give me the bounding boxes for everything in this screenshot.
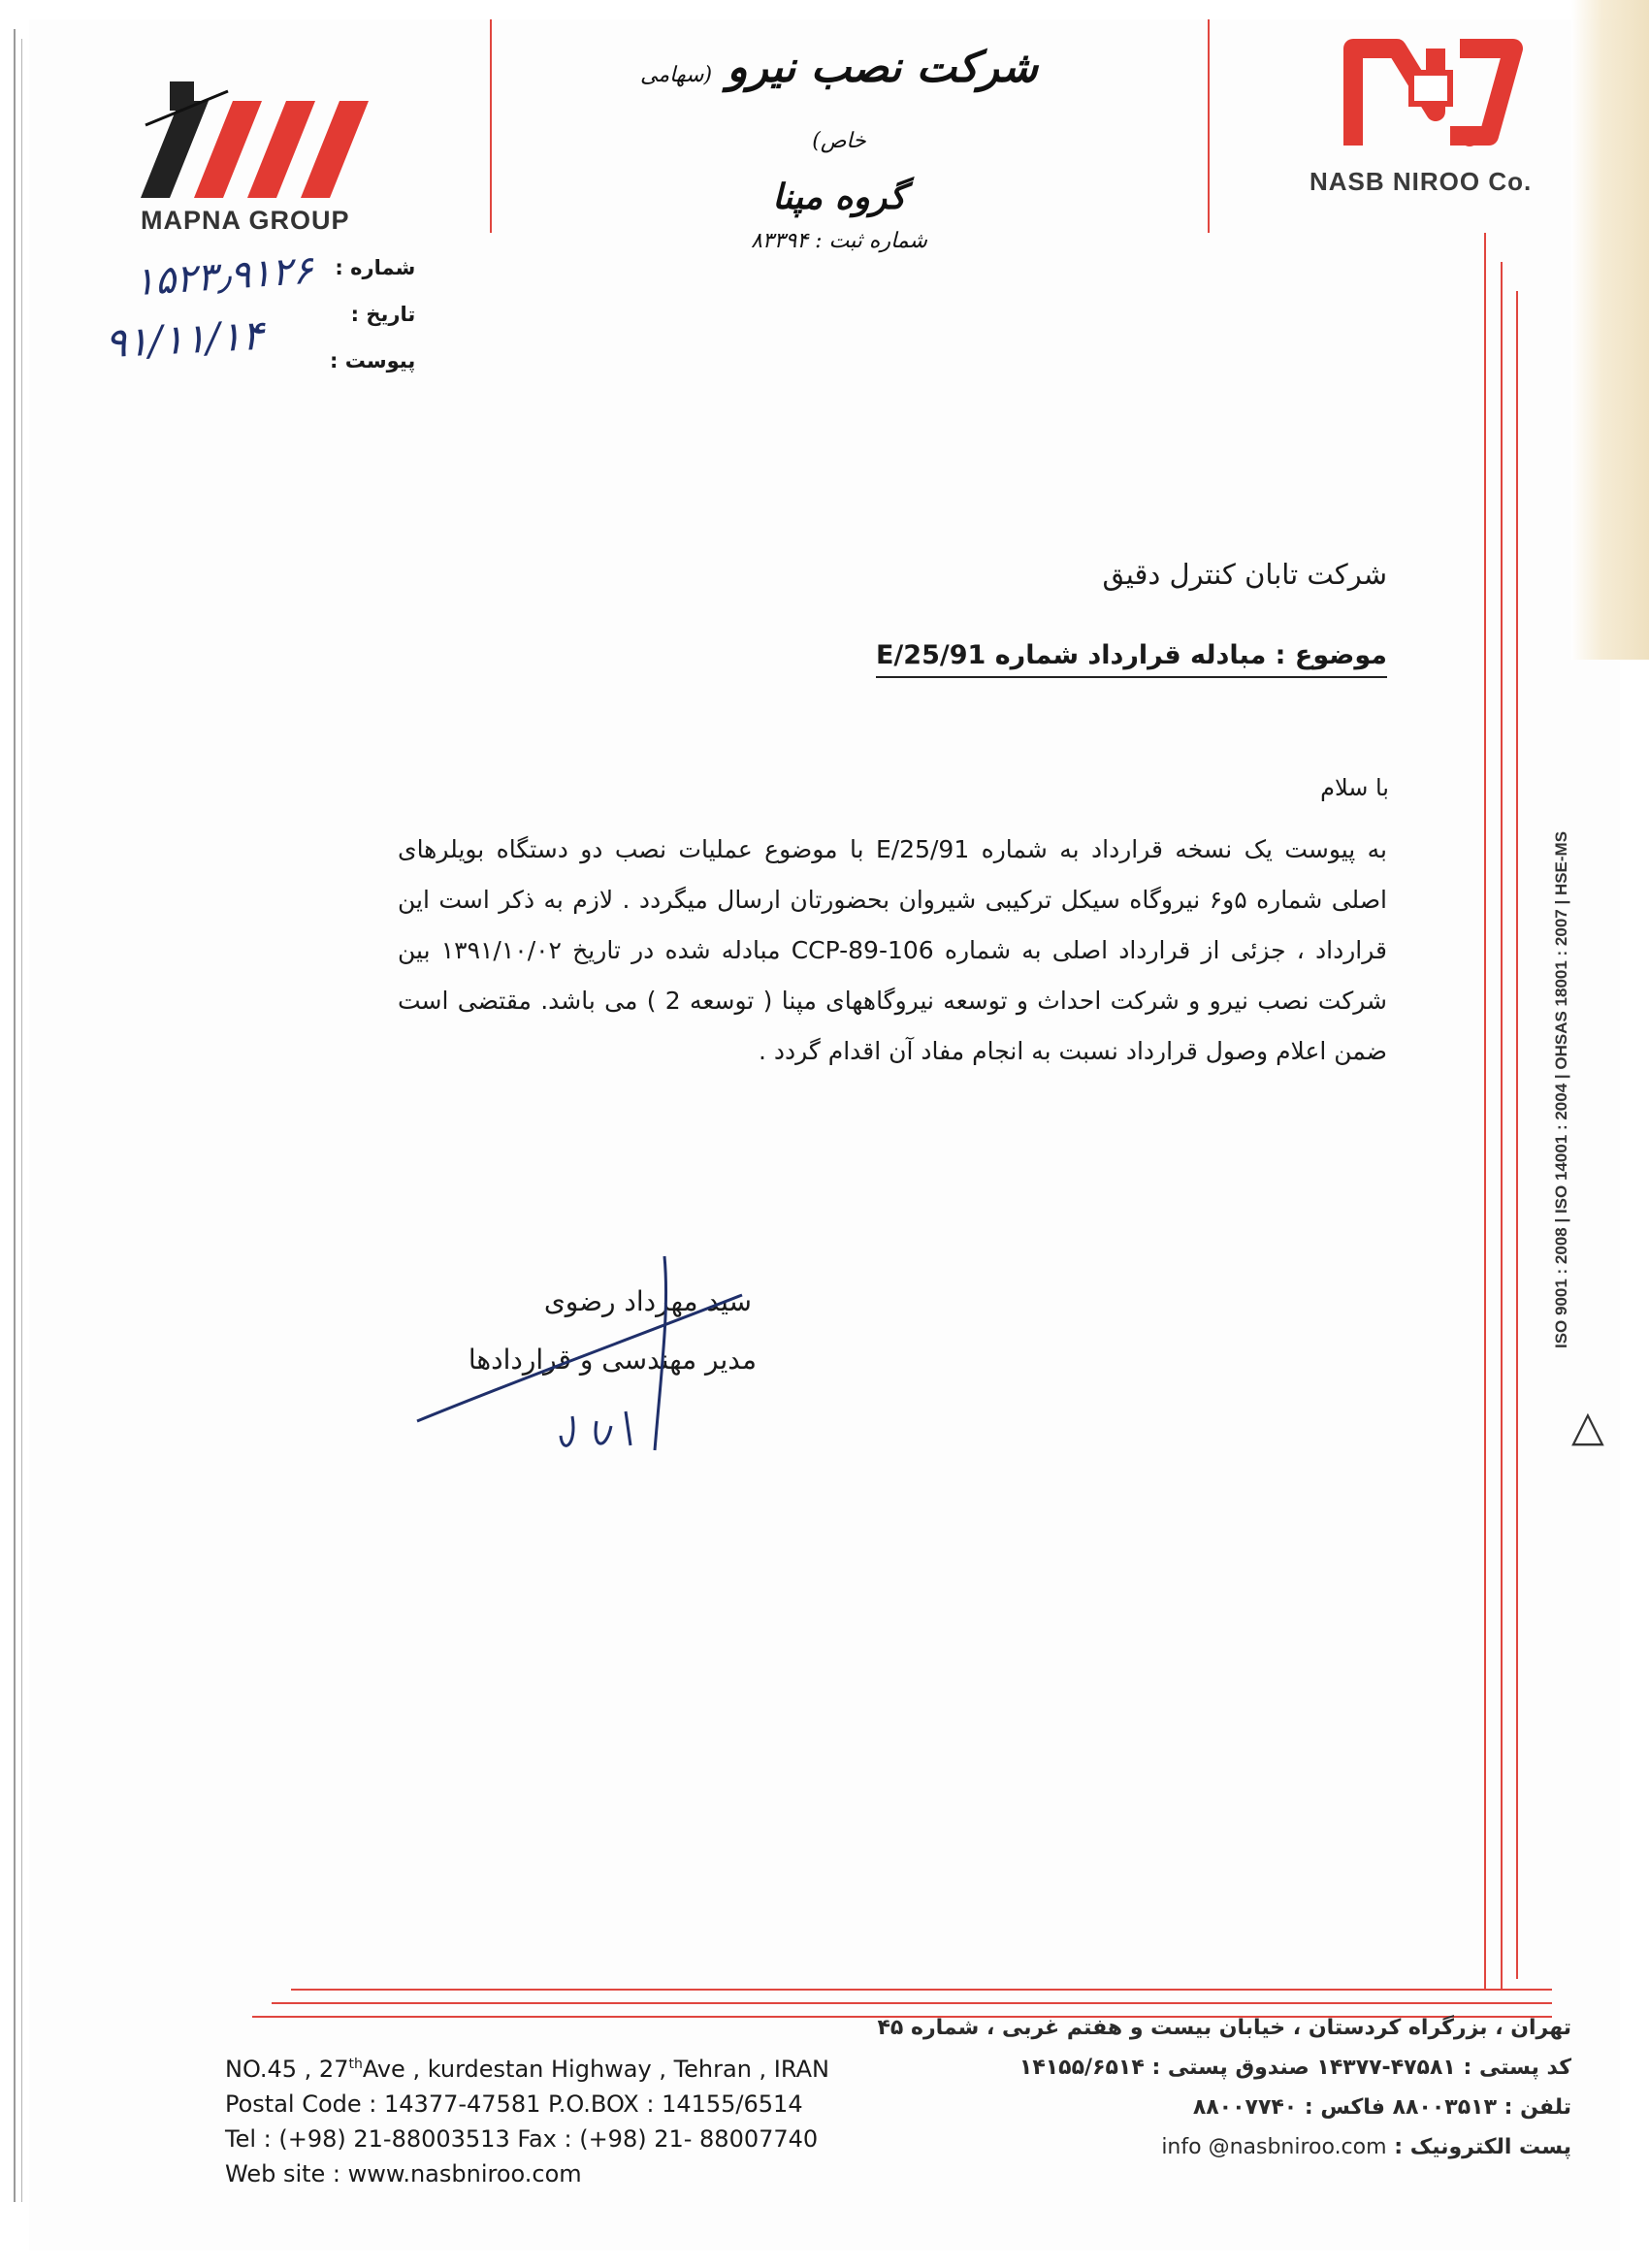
number-label: شماره : <box>335 256 416 279</box>
letter-meta <box>330 244 415 384</box>
attachment-label: پیوست : <box>330 349 416 373</box>
company-type: (سهامی خاص) <box>640 63 866 153</box>
company-name: شرکت نصب نیرو <box>727 43 1038 92</box>
red-rule-bottom-1 <box>291 1989 1552 1991</box>
footer-email: info @nasbniroo.com <box>1161 2135 1387 2159</box>
greeting: با سلام <box>1320 774 1389 801</box>
company-group: گروه مپنا <box>772 177 906 217</box>
red-rule-bottom-2 <box>272 2002 1552 2004</box>
footer-persian <box>877 2008 1571 2167</box>
red-rule-right-2 <box>1501 262 1503 1989</box>
date-label: تاریخ : <box>350 303 416 326</box>
triangle-mark-icon: △ <box>1571 1402 1604 1451</box>
signer-name: سید مهرداد رضوی <box>543 1285 752 1317</box>
recipient: شرکت تابان کنترل دقیق <box>1102 558 1387 591</box>
mapna-logo-text: MAPNA GROUP <box>141 206 350 235</box>
certifications: ISO 9001 : 2008 | ISO 14001 : 2004 | OHSAS 18001 : 2007 | HSE-MS <box>1552 830 1570 1348</box>
subject-line: موضوع : مبادله قرارداد شماره 91/E/25 <box>876 640 1387 678</box>
red-rule-top-right <box>1208 19 1210 233</box>
footer-postal: Postal Code : 14377-47581 P.O.BOX : 14155/6514 <box>225 2090 803 2118</box>
nasb-logo-text: NASB NIROO Co. <box>1310 167 1533 196</box>
footer-fa-phone: تلفن : ۸۸۰۰۳۵۱۳ فاکس : ۸۸۰۰۷۷۴۰ <box>1192 2095 1571 2120</box>
footer-website: Web site : www.nasbniroo.com <box>225 2160 582 2187</box>
paper-stack-edge-inner <box>21 39 26 2202</box>
signer-title: مدیر مهندسی و قراردادها <box>468 1344 757 1376</box>
nasb-logo <box>1343 29 1528 155</box>
footer-fa-address: تهران ، بزرگراه کردستان ، خیابان بیست و هفتم غربی ، شماره ۴۵ <box>877 2016 1571 2040</box>
footer-address: NO.45 , 27thAve , kurdestan Highway , Tehran , IRAN <box>225 2056 829 2083</box>
handwritten-number: ۱۵۲۳٫۹۱۲۶ <box>132 247 315 306</box>
registration-number: شماره ثبت : ۸۳۳۹۴ <box>751 229 927 253</box>
footer-phone: Tel : (+98) 21-88003513 Fax : (+98) 21- 88007740 <box>225 2125 819 2153</box>
red-rule-right-3 <box>1516 291 1518 1979</box>
red-rule-right-1 <box>1484 233 1486 1989</box>
company-header <box>621 39 1057 260</box>
letter-page <box>29 19 1620 2251</box>
torn-paper-edge <box>1571 0 1649 660</box>
handwritten-signature <box>407 1251 795 1465</box>
company-name-line <box>621 39 1057 171</box>
handwritten-date: ۹۱/۱۱/۱۴ <box>103 310 265 368</box>
letter-body: به پیوست یک نسخه قرارداد به شماره 91/E/25 با موضوع عملیات نصب دو دستگاه بویلرهای اصلی شماره ۵و۶ نیروگاه سیکل ترکیبی شیروان بحضورتان ارسال میگردد . لازم به ذکر است این قرارداد ، جزئی از قرارداد اصلی به شماره CCP-89-106 مبادله شده در تاریخ ۱۳۹۱/۱۰/۰۲ بین شرکت نصب نیرو و شرکت احداث و توسعه نیروگاههای مپنا ( توسعه 2 ) می باشد. مقتضی است ضمن اعلام وصول قرارداد نسبت به انجام مفاد آن اقدام گردد . <box>398 835 1388 1065</box>
footer-fa-email-line: پست الکترونیک : info @nasbniroo.com <box>1161 2135 1571 2159</box>
footer-english <box>225 2047 829 2191</box>
red-rule-top-left <box>490 19 492 233</box>
mapna-logo <box>141 81 383 198</box>
footer-fa-postal: کد پستی : ۴۷۵۸۱-۱۴۳۷۷ صندوق پستی : ۱۴۱۵۵/۶۵۱۴ <box>1018 2056 1571 2080</box>
